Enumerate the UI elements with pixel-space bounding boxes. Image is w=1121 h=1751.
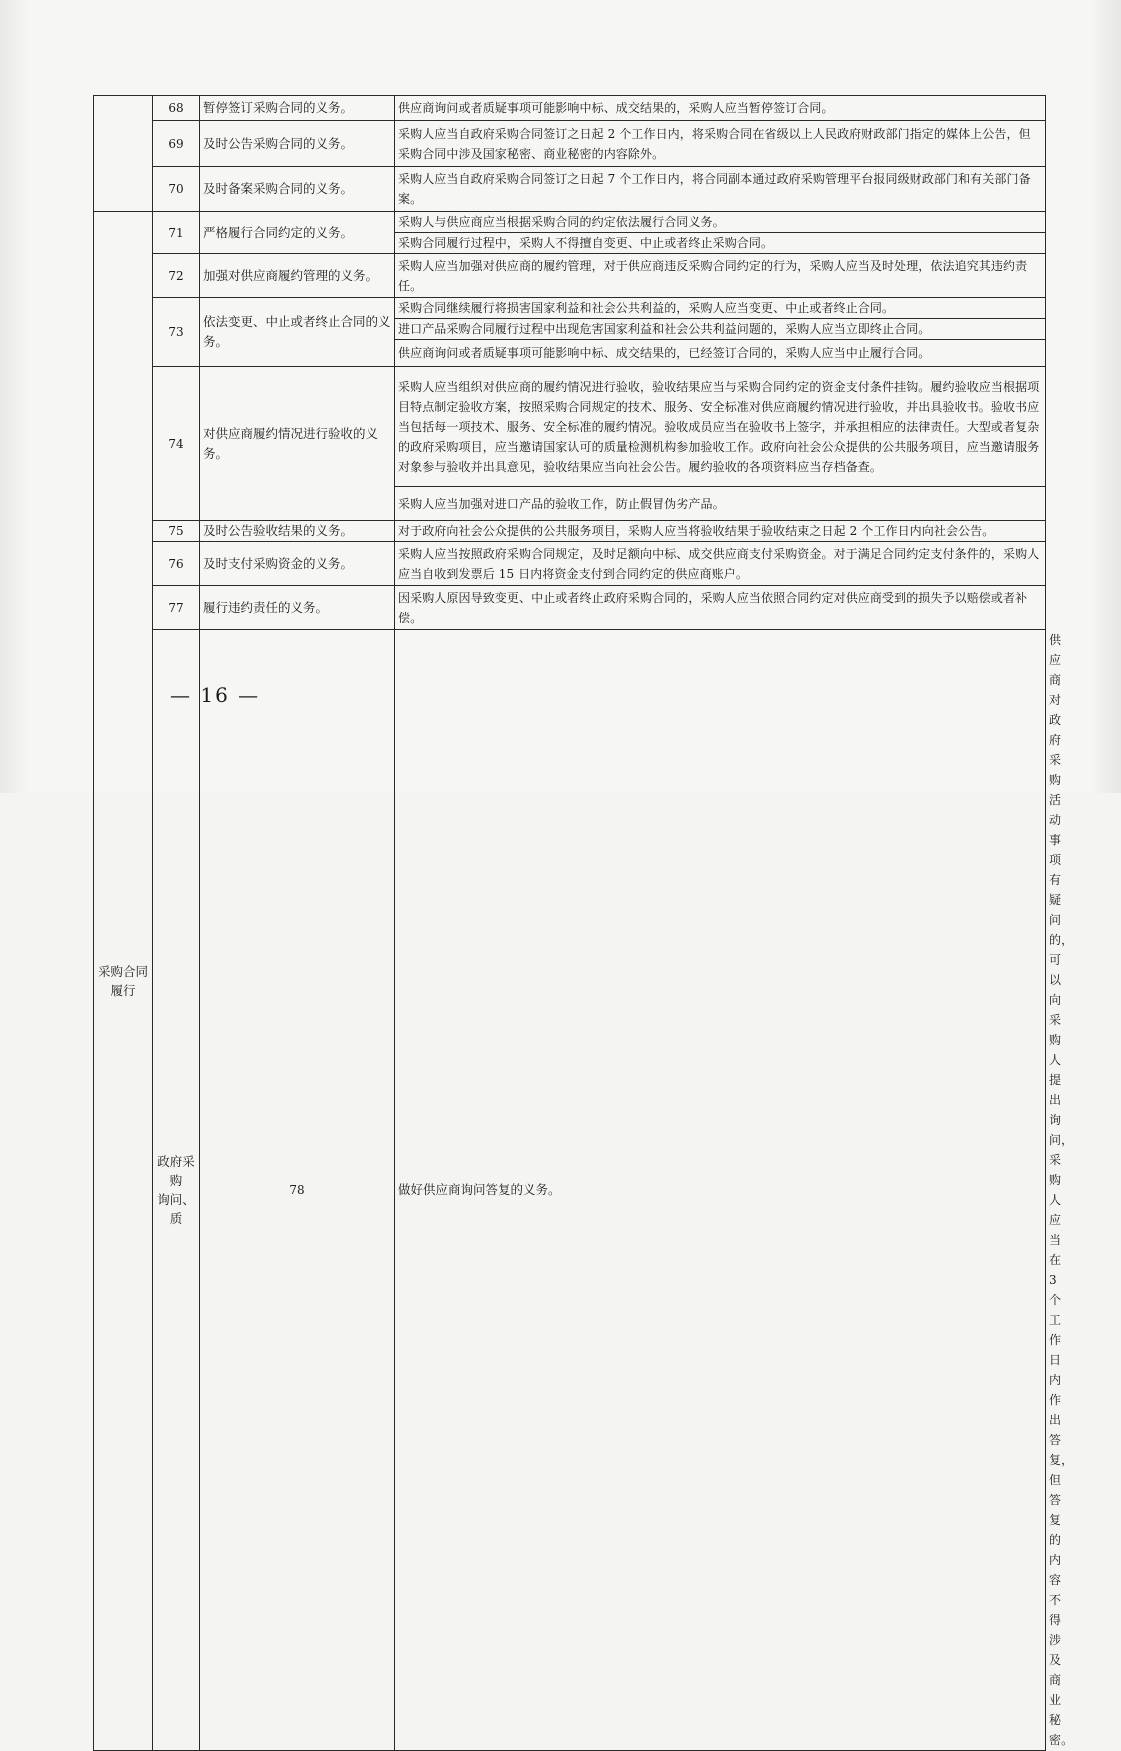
requirement-cell: 采购人应当按照政府采购合同规定，及时足额向中标、成交供应商支付采购资金。对于满足合同约定支付条件的，采购人应当自收到发票后 15 日内将资金支付到合同约定的供应商账户。 [395,542,1046,586]
table-row [94,212,1046,233]
category-cell-continued [94,96,153,212]
duty-cell: 对供应商履约情况进行验收的义务。 [200,367,395,521]
requirement-cell: 采购人应当加强对供应商的履约管理，对于供应商违反采购合同约定的行为，采购人应当及时处理，依法追究其违约责任。 [395,254,1046,298]
row-number: 72 [153,254,200,298]
obligations-table-wrapper [93,95,1074,1751]
requirement-cell: 采购人与供应商应当根据采购合同的约定依法履行合同义务。 [395,212,1046,233]
page-number: — 16 — [170,683,261,707]
row-number: 74 [153,367,200,521]
duty-cell: 及时公告验收结果的义务。 [200,521,395,542]
row-number: 68 [153,96,200,121]
duty-cell: 及时公告采购合同的义务。 [200,121,395,167]
table-row [94,298,1046,319]
duty-cell: 加强对供应商履约管理的义务。 [200,254,395,298]
row-number: 76 [153,542,200,586]
requirement-cell: 供应商询问或者质疑事项可能影响中标、成交结果的，采购人应当暂停签订合同。 [395,96,1046,121]
obligations-table [93,95,1074,1751]
table-row [94,586,1046,630]
requirement-cell: 进口产品采购合同履行过程中出现危害国家利益和社会公共利益问题的，采购人应当立即终止合同。 [395,319,1046,340]
duty-cell: 履行违约责任的义务。 [200,586,395,630]
requirement-cell: 对于政府向社会公众提供的公共服务项目，采购人应当将验收结果于验收结束之日起 2 个工作日内向社会公告。 [395,521,1046,542]
table-row [94,254,1046,298]
row-number: 70 [153,167,200,212]
duty-cell: 依法变更、中止或者终止合同的义务。 [200,298,395,367]
table-row [94,521,1046,542]
duty-cell: 暂停签订采购合同的义务。 [200,96,395,121]
requirement-cell: 采购合同履行过程中，采购人不得擅自变更、中止或者终止采购合同。 [395,233,1046,254]
requirement-cell: 采购人应当自政府采购合同签订之日起 7 个工作日内，将合同副本通过政府采购管理平台报同级财政部门和有关部门备案。 [395,167,1046,212]
row-number: 75 [153,521,200,542]
category-cell-inquiry: 政府采购 询问、质 [153,630,200,1751]
requirement-cell: 因采购人原因导致变更、中止或者终止政府采购合同的，采购人应当依照合同约定对供应商受到的损失予以赔偿或者补偿。 [395,586,1046,630]
table-row: 政府采购 询问、质 78 做好供应商询问答复的义务。 活动事项有疑问的，可以向采购人提出询问，采购人应当在 3 个工作日内作出答复，但答复的内容不得涉及商业秘密。 [94,630,1046,1751]
row-number: 77 [153,586,200,630]
table-row [94,542,1046,586]
duty-cell: 及时支付采购资金的义务。 [200,542,395,586]
duty-cell: 及时备案采购合同的义务。 [200,167,395,212]
row-number: 69 [153,121,200,167]
requirement-cell: 供应商询问或者质疑事项可能影响中标、成交结果的，已经签订合同的，采购人应当中止履行合同。 [395,340,1046,367]
duty-cell: 做好供应商询问答复的义务。 [395,630,1046,1751]
table-row [94,121,1046,167]
table-row [94,167,1046,212]
requirement-cell: 采购人应当加强对进口产品的验收工作，防止假冒伪劣产品。 [395,487,1046,521]
table-row [94,367,1046,487]
row-number: 71 [153,212,200,254]
category-cell-contract-performance: 采购合同 履行 [94,212,153,1751]
requirement-cell: 采购人应当组织对供应商的履约情况进行验收，验收结果应当与采购合同约定的资金支付条件挂钩。履约验收应当根据项目特点制定验收方案，按照采购合同规定的技术、服务、安全标准对供应商履约情况进行验收，并出具验收书。验收书应当包括每一项技术、服务、安全标准的履约情况。验收成员应当在验收书上签字，并承担相应的法律责任。大型或者复杂的政府采购项目，应当邀请国家认可的质量检测机构参加验收工作。政府向社会公众提供的公共服务项目，应当邀请服务对象参与验收并出具意见，验收结果应当向社会公告。履约验收的各项资料应当存档备查。 [395,367,1046,487]
requirement-cell: 采购人应当自政府采购合同签订之日起 2 个工作日内，将采购合同在省级以上人民政府财政部门指定的媒体上公告，但采购合同中涉及国家秘密、商业秘密的内容除外。 [395,121,1046,167]
table-row [94,96,1046,121]
row-number: 78 [200,630,395,1751]
duty-cell: 严格履行合同约定的义务。 [200,212,395,254]
requirement-cell: 采购合同继续履行将损害国家利益和社会公共利益的，采购人应当变更、中止或者终止合同。 [395,298,1046,319]
row-number: 73 [153,298,200,367]
